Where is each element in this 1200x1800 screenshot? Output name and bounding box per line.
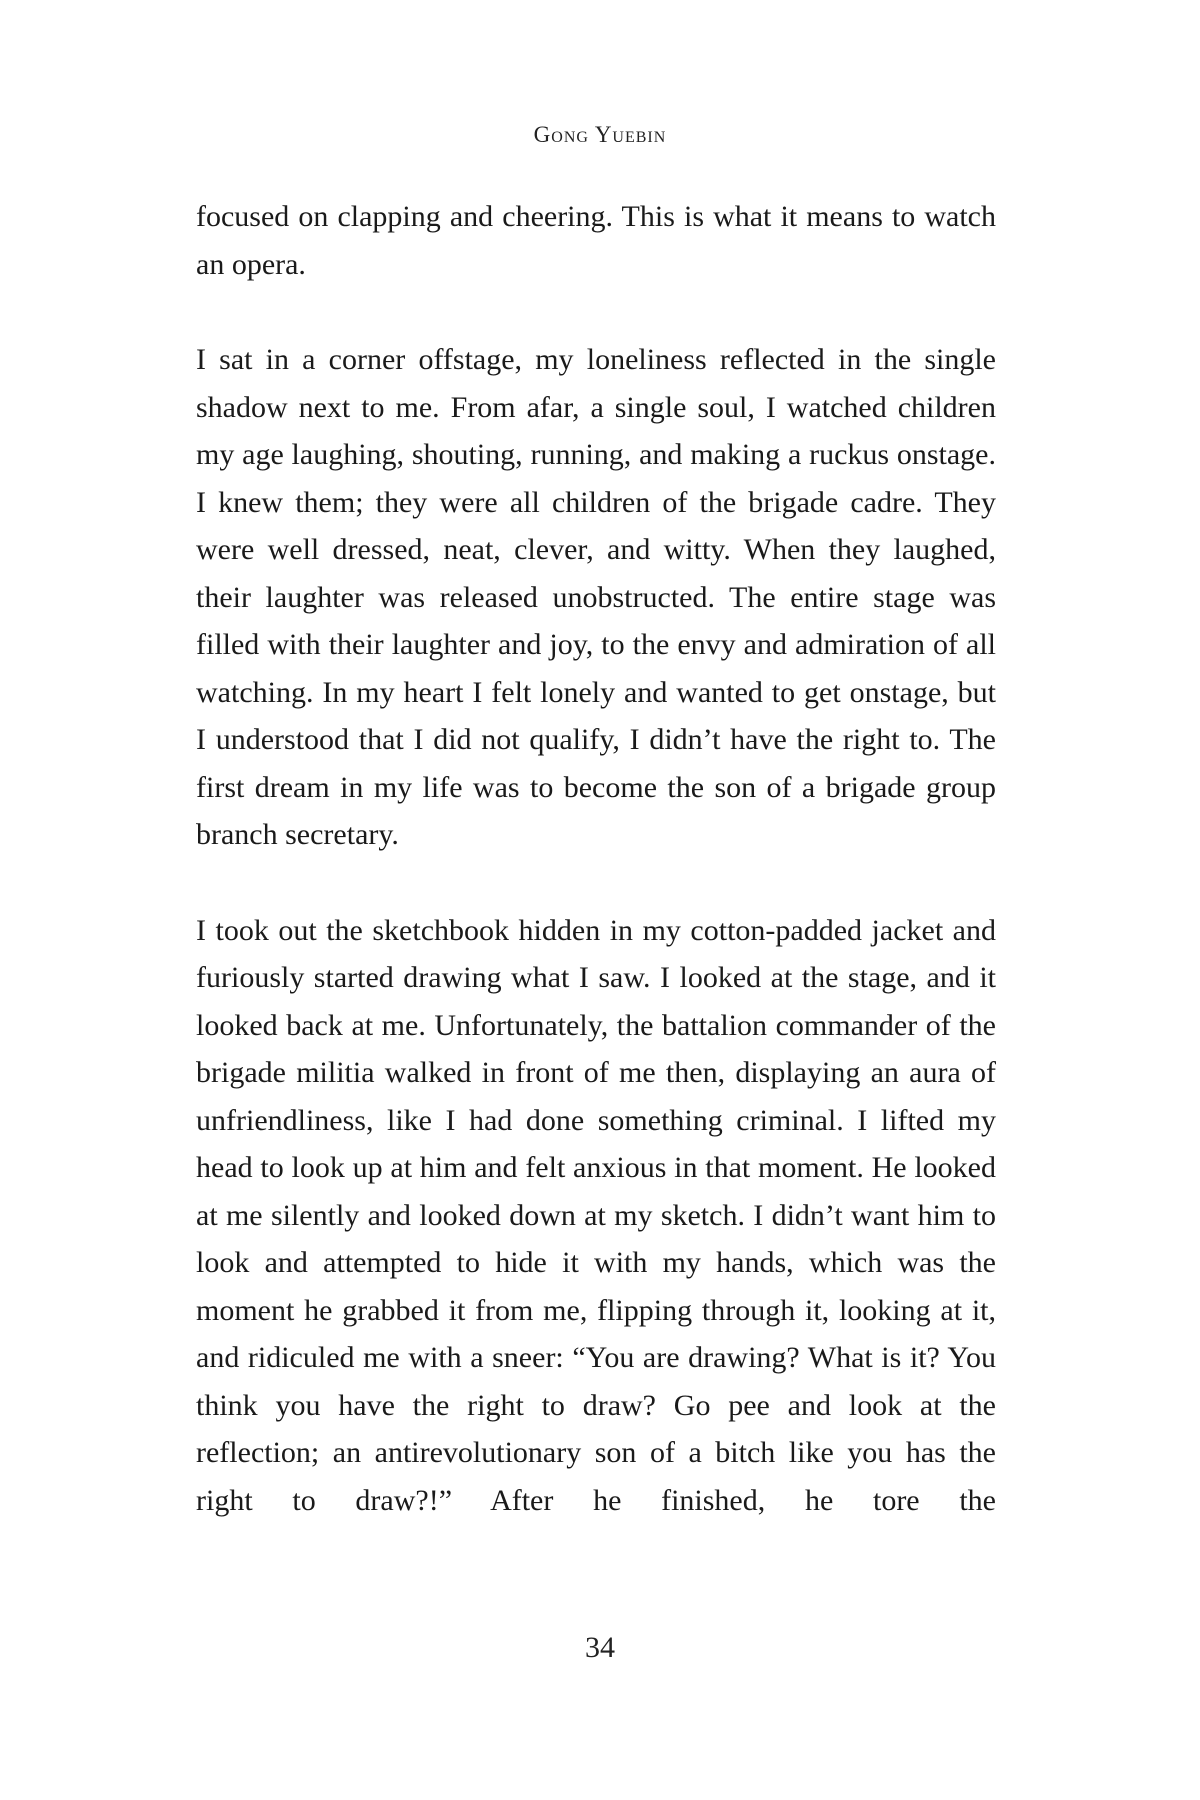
paragraph-2: I sat in a corner offstage, my loneliness reflected in the single shadow next to me. From afar, a single soul, I watched children my age laughing, shouting, running, and making a ruckus onstage. I knew them; they were all children of the brigade cadre. They were well dressed, neat, clever, and witty. When they laughed, their laughter was released unobstructed. The entire stage was filled with their laughter and joy, to the envy and admiration of all watching. In my heart I felt lonely and wanted to get onstage, but I understood that I did not qualify, I didn’t have the right to. The first dream in my life was to become the son of a brigade group branch secretary. — [196, 343, 996, 851]
body-text — [196, 193, 996, 1524]
paragraph-1: focused on clapping and cheering. This is what it means to watch an opera. — [196, 200, 996, 281]
running-head: Gong Yuebin — [533, 122, 667, 147]
paragraph-3: I took out the sketchbook hidden in my cotton-padded jacket and furiously started drawing what I saw. I looked at the stage, and it looked back at me. Unfortunately, the battalion commander of the brigade militia walked in front of me then, displaying an aura of unfriendliness, like I had done something criminal. I lifted my head to look up at him and felt anxious in that moment. He looked at me silently and looked down at my sketch. I didn’t want him to look and attempted to hide it with my hands, which was the moment he grabbed it from me, flipping through it, looking at it, and ridiculed me with a sneer: “You are drawing? What is it? You think you have the right to draw? Go pee and look at the reflection; an antirevolutionary son of a bitch like you has the right to draw?!” After he finished, he tore the — [196, 913, 996, 1517]
page-number: 34 — [585, 1631, 615, 1664]
